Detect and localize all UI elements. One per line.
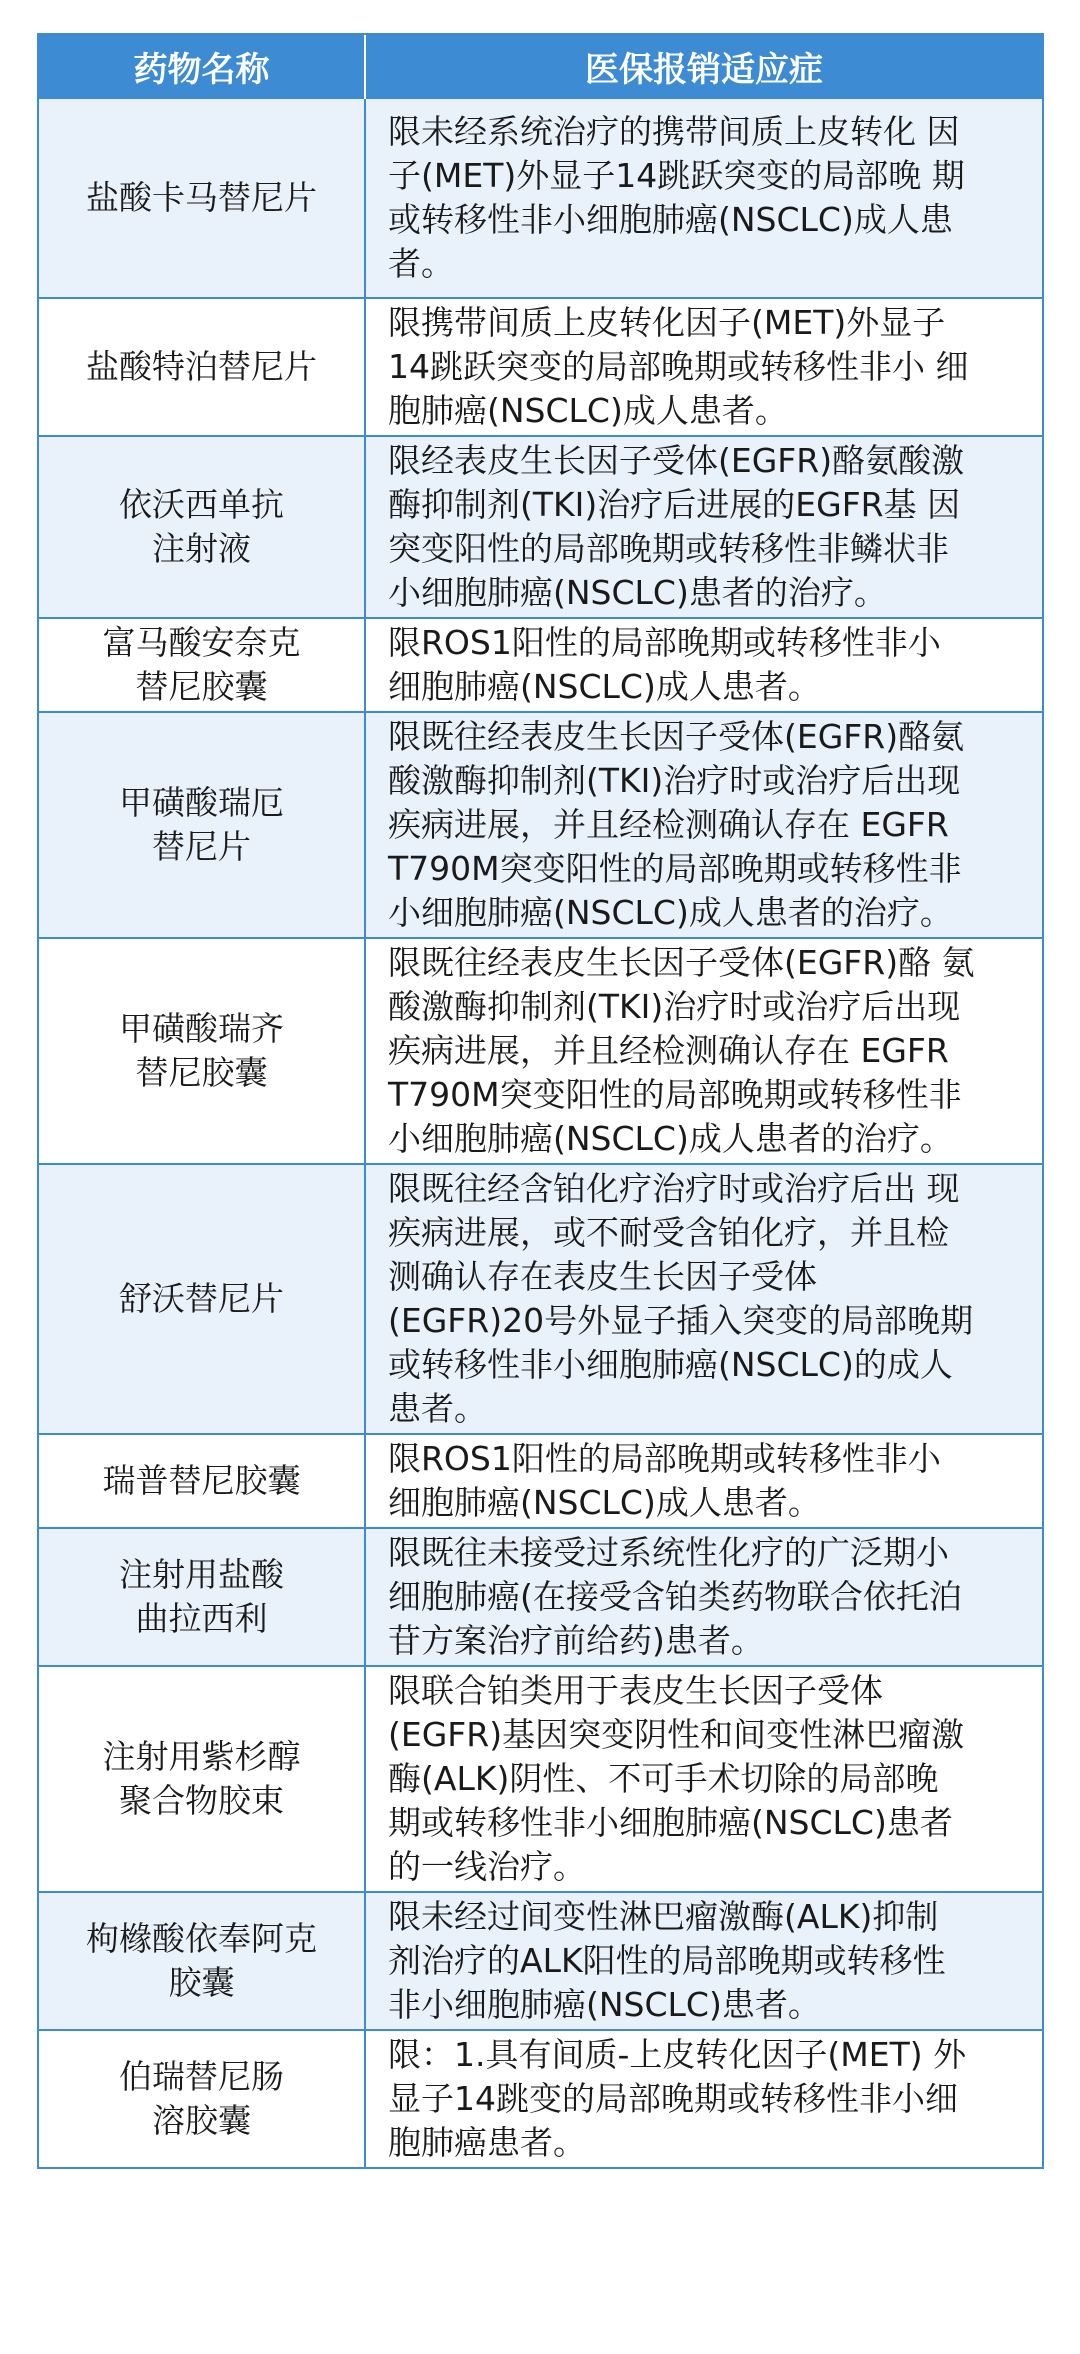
drug-name-cell [39, 618, 365, 712]
indication-line: 测确认存在表皮生长因子受体 [388, 1257, 817, 1296]
table-row [39, 1434, 1042, 1528]
indication-line: 细胞肺癌(在接受含铂类药物联合依托泊 [388, 1577, 962, 1616]
indication-cell [365, 1164, 1042, 1434]
table-row [39, 298, 1042, 436]
drug-name-cell [39, 98, 365, 298]
indication-line: 限未经系统治疗的携带间质上皮转化 因 [388, 112, 960, 151]
indication-line: 非小细胞肺癌(NSCLC)患者。 [388, 1985, 821, 2024]
indication-line: 期或转移性非小细胞肺癌(NSCLC)患者 [388, 1803, 953, 1842]
indication-line: 或转移性非小细胞肺癌(NSCLC)成人患 [388, 200, 953, 239]
table-row [39, 1164, 1042, 1434]
drug-name-line: 注射用盐酸 [119, 1555, 284, 1594]
indication-line: 14跳跃突变的局部晚期或转移性非小 细 [388, 347, 969, 386]
drug-name-cell [39, 2030, 365, 2167]
table-row [39, 1666, 1042, 1892]
drug-name-line: 溶胶囊 [152, 2101, 251, 2140]
indication-line: 限经表皮生长因子受体(EGFR)酪氨酸激 [388, 441, 965, 480]
indication-line: T790M突变阳性的局部晚期或转移性非 [388, 1075, 962, 1114]
indication-line: 限既往经表皮生长因子受体(EGFR)酪 氨 [388, 943, 975, 982]
indication-line: 限ROS1阳性的局部晚期或转移性非小 [388, 623, 941, 662]
indication-cell [365, 298, 1042, 436]
indication-line: 或转移性非小细胞肺癌(NSCLC)的成人 [388, 1345, 953, 1384]
indication-line: 限ROS1阳性的局部晚期或转移性非小 [388, 1439, 941, 1478]
indication-line: 患者。 [388, 1389, 487, 1428]
indication-cell [365, 98, 1042, 298]
indication-line: 小细胞肺癌(NSCLC)成人患者的治疗。 [388, 1119, 953, 1158]
indication-cell [365, 1666, 1042, 1892]
drug-name-line: 曲拉西利 [135, 1599, 268, 1638]
drug-name-line: 枸橼酸依奉阿克 [86, 1919, 317, 1958]
indication-line: 胞肺癌患者。 [388, 2123, 586, 2162]
table-row [39, 618, 1042, 712]
drug-name-line: 富马酸安奈克 [102, 623, 301, 662]
drug-name-cell [39, 298, 365, 436]
table-row [39, 436, 1042, 618]
drug-name-cell [39, 1666, 365, 1892]
drug-name-line: 盐酸卡马替尼片 [86, 178, 317, 217]
drug-name-cell [39, 1164, 365, 1434]
header-indication: 医保报销适应症 [365, 35, 1042, 98]
indication-line: 小细胞肺癌(NSCLC)成人患者的治疗。 [388, 893, 953, 932]
drug-name-line: 注射用紫杉醇 [102, 1737, 301, 1776]
drug-name-line: 注射液 [152, 529, 251, 568]
drug-name-line: 替尼胶囊 [135, 667, 268, 706]
drug-name-line: 甲磺酸瑞齐 [119, 1009, 284, 1048]
indication-line: 细胞肺癌(NSCLC)成人患者。 [388, 1483, 821, 1522]
drug-indication-table [39, 35, 1042, 2167]
indication-line: 酶抑制剂(TKI)治疗后进展的EGFR基 因 [388, 485, 961, 524]
drug-name-line: 瑞普替尼胶囊 [102, 1461, 301, 1500]
indication-line: 限：1.具有间质-上皮转化因子(MET) 外 [388, 2035, 967, 2074]
indication-cell [365, 2030, 1042, 2167]
table-header-row [39, 35, 1042, 98]
indication-line: 酸激酶抑制剂(TKI)治疗时或治疗后出现 [388, 761, 961, 800]
indication-line: (EGFR)基因突变阴性和间变性淋巴瘤激 [388, 1715, 965, 1754]
indication-line: 突变阳性的局部晚期或转移性非鳞状非 [388, 529, 949, 568]
indication-line: 疾病进展，并且经检测确认存在 EGFR [388, 1031, 949, 1070]
indication-line: 者。 [388, 244, 454, 283]
indication-cell [365, 1434, 1042, 1528]
drug-name-cell [39, 436, 365, 618]
indication-line: 限联合铂类用于表皮生长因子受体 [388, 1671, 883, 1710]
table-row [39, 98, 1042, 298]
indication-line: 限未经过间变性淋巴瘤激酶(ALK)抑制 [388, 1897, 939, 1936]
indication-line: 限携带间质上皮转化因子(MET)外显子 [388, 303, 946, 342]
table-row [39, 1528, 1042, 1666]
drug-name-line: 胶囊 [168, 1963, 235, 2002]
indication-line: (EGFR)20号外显子插入突变的局部晚期 [388, 1301, 974, 1340]
indication-line: 酸激酶抑制剂(TKI)治疗时或治疗后出现 [388, 987, 961, 1026]
drug-name-line: 伯瑞替尼肠 [119, 2057, 284, 2096]
indication-line: T790M突变阳性的局部晚期或转移性非 [388, 849, 962, 888]
drug-name-line: 盐酸特泊替尼片 [86, 347, 317, 386]
indication-line: 限既往未接受过系统性化疗的广泛期小 [388, 1533, 949, 1572]
drug-name-line: 替尼胶囊 [135, 1053, 268, 1092]
table-row [39, 712, 1042, 938]
reimbursement-table [37, 33, 1044, 2169]
drug-name-line: 替尼片 [152, 827, 251, 866]
indication-line: 苷方案治疗前给药)患者。 [388, 1621, 764, 1660]
indication-line: 剂治疗的ALK阳性的局部晚期或转移性 [388, 1941, 946, 1980]
indication-line: 子(MET)外显子14跳跃突变的局部晚 期 [388, 156, 965, 195]
indication-line: 疾病进展，或不耐受含铂化疗，并且检 [388, 1213, 949, 1252]
indication-line: 的一线治疗。 [388, 1847, 586, 1886]
indication-cell [365, 712, 1042, 938]
indication-line: 细胞肺癌(NSCLC)成人患者。 [388, 667, 821, 706]
indication-line: 小细胞肺癌(NSCLC)患者的治疗。 [388, 573, 887, 612]
indication-line: 胞肺癌(NSCLC)成人患者。 [388, 391, 788, 430]
indication-line: 酶(ALK)阴性、不可手术切除的局部晚 [388, 1759, 939, 1798]
drug-name-cell [39, 1434, 365, 1528]
indication-cell [365, 938, 1042, 1164]
indication-cell [365, 1892, 1042, 2030]
drug-name-line: 舒沃替尼片 [119, 1279, 284, 1318]
indication-line: 显子14跳变的局部晚期或转移性非小细 [388, 2079, 958, 2118]
table-row [39, 2030, 1042, 2167]
indication-line: 限既往经含铂化疗治疗时或治疗后出 现 [388, 1169, 960, 1208]
drug-name-cell [39, 1528, 365, 1666]
indication-cell [365, 436, 1042, 618]
drug-name-line: 依沃西单抗 [119, 485, 284, 524]
drug-name-line: 甲磺酸瑞厄 [119, 783, 284, 822]
indication-line: 限既往经表皮生长因子受体(EGFR)酪氨 [388, 717, 965, 756]
drug-name-cell [39, 1892, 365, 2030]
table-row [39, 938, 1042, 1164]
drug-name-cell [39, 938, 365, 1164]
drug-name-line: 聚合物胶束 [119, 1781, 284, 1820]
drug-name-cell [39, 712, 365, 938]
table-row [39, 1892, 1042, 2030]
indication-line: 疾病进展，并且经检测确认存在 EGFR [388, 805, 949, 844]
indication-cell [365, 1528, 1042, 1666]
header-drug-name: 药物名称 [39, 35, 365, 98]
indication-cell [365, 618, 1042, 712]
